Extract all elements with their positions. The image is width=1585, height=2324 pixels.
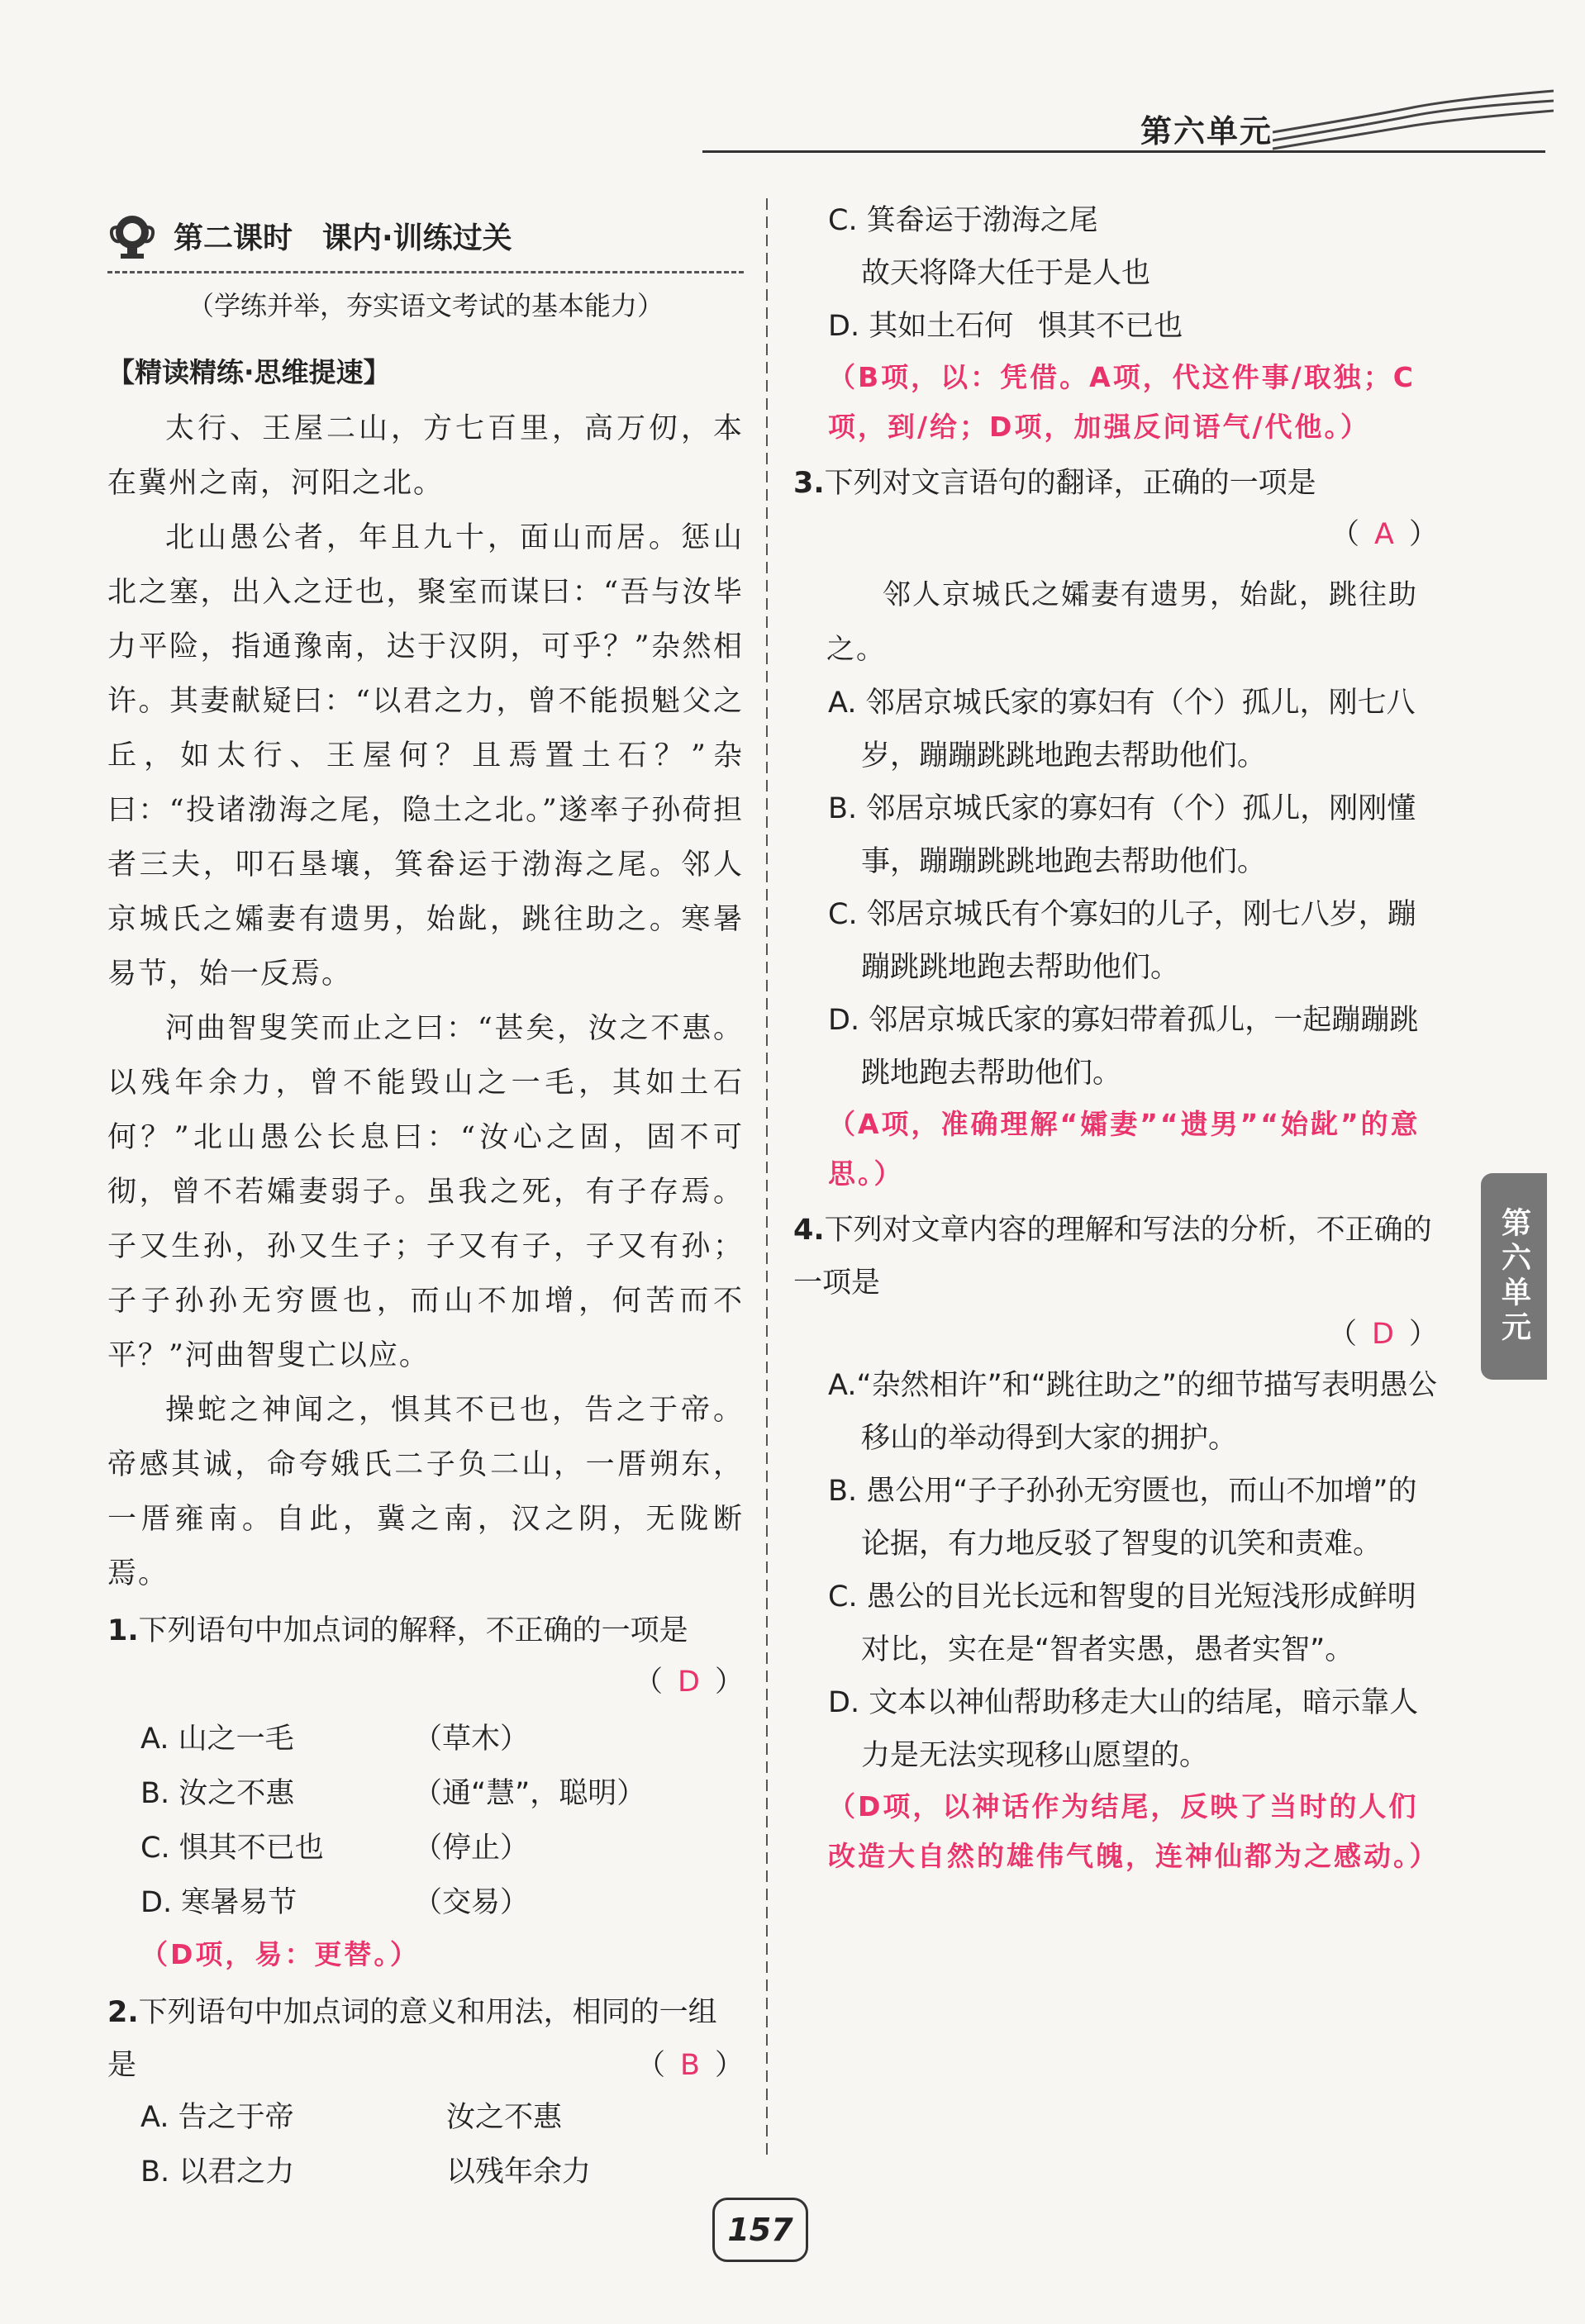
option-gloss: （停止） bbox=[413, 1832, 530, 1865]
option: D. 寒暑易节 bbox=[140, 1886, 297, 1919]
passage-paragraph-1: 太行、王屋二山，方七百里，高万仞，本在冀州之南，河阳之北。 bbox=[107, 412, 744, 500]
option: 以残年余力 bbox=[446, 2155, 592, 2189]
header-decoration bbox=[1273, 83, 1554, 157]
lesson-title bbox=[107, 207, 744, 264]
option: A. 告之于帝 bbox=[140, 2101, 294, 2134]
question-4-note: （D项，以神话作为结尾，反映了当时的人们改造大自然的雄伟气魄，连神仙都为之感动。） bbox=[828, 1790, 1440, 1872]
right-column bbox=[793, 194, 1438, 1881]
dashed-divider bbox=[107, 271, 744, 273]
question-1-note: （D项，易：更替。） bbox=[140, 1938, 420, 1970]
option: 汝之不惠 bbox=[446, 2101, 563, 2134]
question-3-note: （A项，准确理解“孀妻”“遗男”“始龀”的意思。） bbox=[828, 1108, 1421, 1190]
option: B. 汝之不惠 bbox=[140, 1777, 295, 1810]
option: A. 山之一毛 bbox=[140, 1723, 294, 1756]
option: A.“杂然相许”和“跳往助之”的细节描写表明愚公移山的举动得到大家的拥护。 bbox=[828, 1369, 1437, 1455]
option-gloss: （交易） bbox=[413, 1886, 530, 1919]
passage-paragraph-2: 北山愚公者，年且九十，面山而居。惩山北之塞，出入之迂也，聚室而谋曰：“吾与汝毕力平险，指通豫南，达于汉阴，可乎？”杂然相许。其妻献疑曰：“以君之力，曾不能损魁父之丘，如太行、王屋何？且焉置土石？”杂曰：“投诸渤海之尾，隐土之北。”遂率子孙荷担者三夫，叩石垦壤，箕畚运于渤海之尾。邻人京城氏之孀妻有遗男，始龀，跳往助之。寒暑易节，始一反焉。 bbox=[107, 521, 744, 991]
question-1-text: 下列语句中加点词的解释，不正确的一项是 bbox=[138, 1614, 688, 1647]
passage-paragraph-4: 操蛇之神闻之，惧其不已也，告之于帝。帝感其诚，命夸娥氏二子负二山，一厝朔东，一厝雍南。自此，冀之南，汉之阴，无陇断焉。 bbox=[107, 1394, 744, 1590]
question-3-text: 下列对文言语句的翻译，正确的一项是 bbox=[824, 467, 1316, 500]
question-1-options bbox=[107, 1712, 744, 1930]
question-1: 1.下列语句中加点词的解释，不正确的一项是 bbox=[107, 1614, 688, 1647]
option: D. 邻居京城氏家的寡妇带着孤儿，一起蹦蹦跳跳地跑去帮助他们。 bbox=[828, 1004, 1419, 1090]
question-3-quote: 邻人京城氏之孀妻有遗男，始龀，跳往助之。 bbox=[826, 578, 1418, 666]
page-number: 157 bbox=[712, 2198, 808, 2262]
option: D. 文本以神仙帮助移走大山的结尾，暗示靠人力是无法实现移山愿望的。 bbox=[828, 1686, 1419, 1772]
question-2-options-left bbox=[107, 2090, 744, 2199]
unit-title: 第六单元 bbox=[1140, 113, 1273, 150]
option: 故天将降大任于是人也 bbox=[861, 257, 1151, 290]
unit-side-tab: 第六单元 bbox=[1481, 1173, 1547, 1380]
option: C. 邻居京城氏有个寡妇的儿子，刚七八岁，蹦蹦跳跳地跑去帮助他们。 bbox=[828, 898, 1416, 984]
option: A. 邻居京城氏家的寡妇有（个）孤儿，刚七八岁，蹦蹦跳跳地跑去帮助他们。 bbox=[828, 687, 1416, 772]
question-4-answer: （ D ） bbox=[1328, 1318, 1438, 1351]
lesson-subtitle: （学练并举，夯实语文考试的基本能力） bbox=[187, 290, 664, 321]
column-divider bbox=[759, 198, 775, 2156]
option: B. 邻居京城氏家的寡妇有（个）孤儿，刚刚懂事，蹦蹦跳跳地跑去帮助他们。 bbox=[828, 792, 1416, 878]
option-gloss: （草木） bbox=[413, 1723, 530, 1756]
option: C. 惧其不已也 bbox=[140, 1832, 324, 1865]
header-rule bbox=[702, 150, 1545, 153]
question-2-note: （B项，以：凭借。A项，代这件事/取独；C项，到/给；D项，加强反问语气/代他。） bbox=[828, 361, 1416, 443]
question-2-text: 下列语句中加点词的意义和用法，相同的一组是 bbox=[107, 1996, 717, 2082]
question-3-answer: （ A ） bbox=[1330, 518, 1438, 551]
question-3: 3.下列对文言语句的翻译，正确的一项是 bbox=[793, 467, 1316, 500]
trophy-icon bbox=[107, 211, 157, 260]
passage-paragraph-3: 河曲智叟笑而止之曰：“甚矣，汝之不惠。以残年余力，曾不能毁山之一毛，其如土石何？”北山愚公长息曰：“汝心之固，固不可彻，曾不若孀妻弱子。虽我之死，有子存焉。子又生孙，孙又生子；子又有子，子又有孙；子子孙孙无穷匮也，而山不加增，何苦而不平？”河曲智叟亡以应。 bbox=[107, 1012, 744, 1372]
option: C. 箕畚运于渤海之尾 bbox=[828, 204, 1098, 237]
left-column bbox=[107, 207, 744, 2199]
section-heading: 【精读精练·思维提速】 bbox=[107, 356, 391, 388]
lesson-title-text: 第二课时 课内·训练过关 bbox=[174, 221, 512, 255]
option: B. 以君之力 bbox=[140, 2155, 295, 2189]
question-1-answer: （ D ） bbox=[634, 1666, 744, 1699]
question-2-answer: （ B ） bbox=[635, 2049, 744, 2082]
option: C. 愚公的目光长远和智叟的目光短浅形成鲜明对比，实在是“智者实愚，愚者实智”。 bbox=[828, 1580, 1416, 1666]
question-4: 4.下列对文章内容的理解和写法的分析，不正确的一项是 bbox=[793, 1214, 1432, 1300]
question-2: 2.下列语句中加点词的意义和用法，相同的一组是 bbox=[107, 1996, 717, 2082]
option: D. 其如土石何 惧其不已也 bbox=[828, 310, 1183, 343]
question-4-text: 下列对文章内容的理解和写法的分析，不正确的一项是 bbox=[793, 1214, 1432, 1300]
option-gloss: （通“慧”，聪明） bbox=[413, 1777, 646, 1810]
option: B. 愚公用“子子孙孙无穷匮也，而山不加增”的论据，有力地反驳了智叟的讥笑和责难。 bbox=[828, 1475, 1417, 1561]
